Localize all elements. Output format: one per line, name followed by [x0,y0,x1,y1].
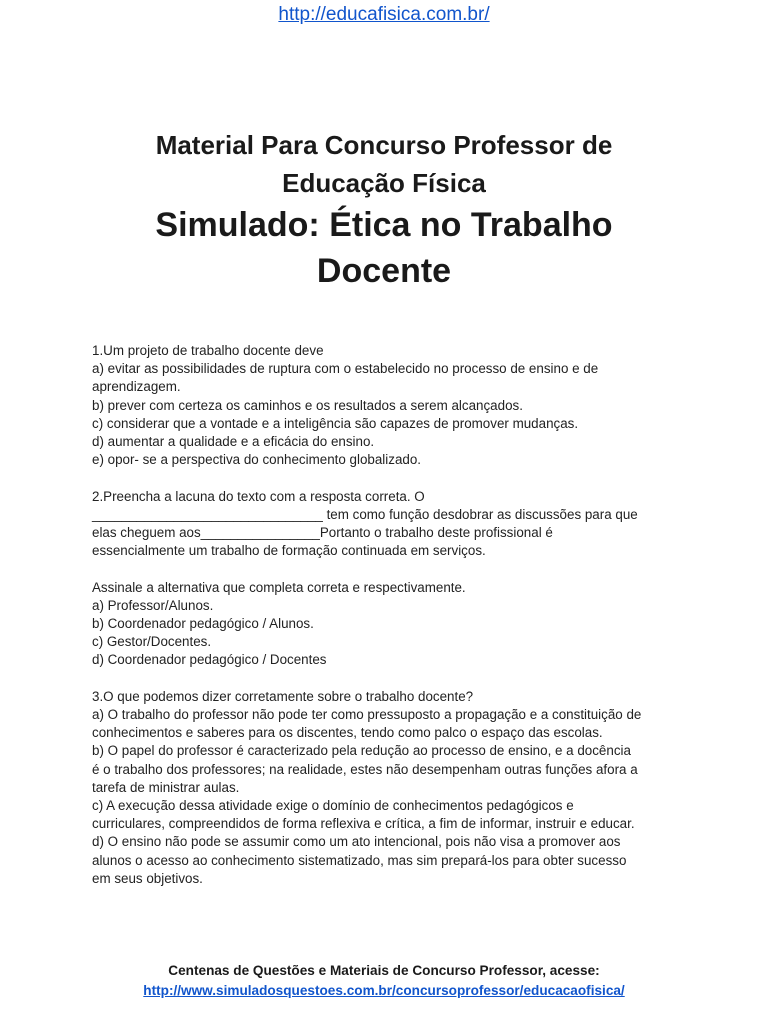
question-2-stem-cont: elas cheguem aos________________Portanto o trabalho deste profissional é [92,525,553,541]
question-3-option-b-cont: tarefa de ministrar aulas. [92,779,240,795]
question-1 [92,342,682,469]
question-2-stem-cont: essencialmente um trabalho de formação continuada em serviços. [92,543,486,559]
question-3-option-d-cont: em seus objetivos. [92,870,203,886]
question-3-option-c-cont: curriculares, compreendidos de forma reflexiva e crítica, a fim de informar, instruir e educar. [92,816,635,832]
document-subtitle-line-2: Docente [316,252,452,290]
question-1-option-a: a) evitar as possibilidades de ruptura com o estabelecido no processo de ensino e de [92,361,599,377]
question-3-option-d-cont: alunos o acesso ao conhecimento sistematizado, mas sim prepará-los para obter sucesso [92,852,627,868]
question-2-stem: 2.Preencha a lacuna do texto com a resposta correta. O [92,488,425,504]
document-title-line-2: Educação Física [282,168,486,198]
question-3-option-c: c) A execução dessa atividade exige o domínio de conhecimentos pedagógicos e [92,798,574,814]
question-3-stem: 3.O que podemos dizer corretamente sobre o trabalho docente? [92,688,474,704]
spacer [92,469,682,487]
spacer [92,670,682,688]
question-2 [92,488,682,670]
title-block [60,126,708,294]
question-2-option-c: c) Gestor/Docentes. [92,634,212,650]
question-1-option-a-cont: aprendizagem. [92,379,181,395]
question-2-instruction: Assinale a alternativa que completa correta e respectivamente. [92,579,466,595]
question-2-option-d: d) Coordenador pedagógico / Docentes [92,652,327,668]
questions-body [92,342,682,888]
question-1-option-d: d) aumentar a qualidade e a eficácia do ensino. [92,434,375,450]
document-title-line-1: Material Para Concurso Professor de [155,130,613,160]
question-1-option-b: b) prever com certeza os caminhos e os resultados a serem alcançados. [92,397,523,413]
document-subtitle-line-1: Simulado: Ética no Trabalho [155,206,613,244]
footer-text: Centenas de Questões e Materiais de Concurso Professor, acesse: [168,963,600,978]
spacer [92,560,682,578]
question-3-option-a: a) O trabalho do professor não pode ter como pressuposto a propagação e a constituição de [92,707,642,723]
question-2-option-b: b) Coordenador pedagógico / Alunos. [92,616,314,632]
question-1-stem: 1.Um projeto de trabalho docente deve [92,343,324,358]
question-3-option-b-cont: é o trabalho dos professores; na realidade, estes não desempenham outras funções afora a [92,761,638,777]
question-3-option-d: d) O ensino não pode se assumir como um ato intencional, pois não visa a promover aos [92,834,621,850]
question-1-option-e: e) opor- se a perspectiva do conhecimento globalizado. [92,452,422,468]
question-1-option-c: c) considerar que a vontade e a inteligência são capazes de promover mudanças. [92,415,579,431]
question-3-option-a-cont: conhecimentos e saberes para os discentes, tendo como palco o espaço das escolas. [92,725,603,741]
question-3 [92,688,682,888]
footer [0,961,768,1001]
footer-url-link[interactable]: http://www.simuladosquestoes.com.br/concursoprofessor/educacaofisica/ [143,983,625,998]
question-3-option-b: b) O papel do professor é caracterizado pela redução ao processo de ensino, e a docência [92,743,631,759]
header-url-link[interactable]: http://educafisica.com.br/ [278,4,490,25]
question-2-option-a: a) Professor/Alunos. [92,597,214,613]
question-2-stem-cont: _______________________________ tem como função desdobrar as discussões para que [92,506,638,522]
